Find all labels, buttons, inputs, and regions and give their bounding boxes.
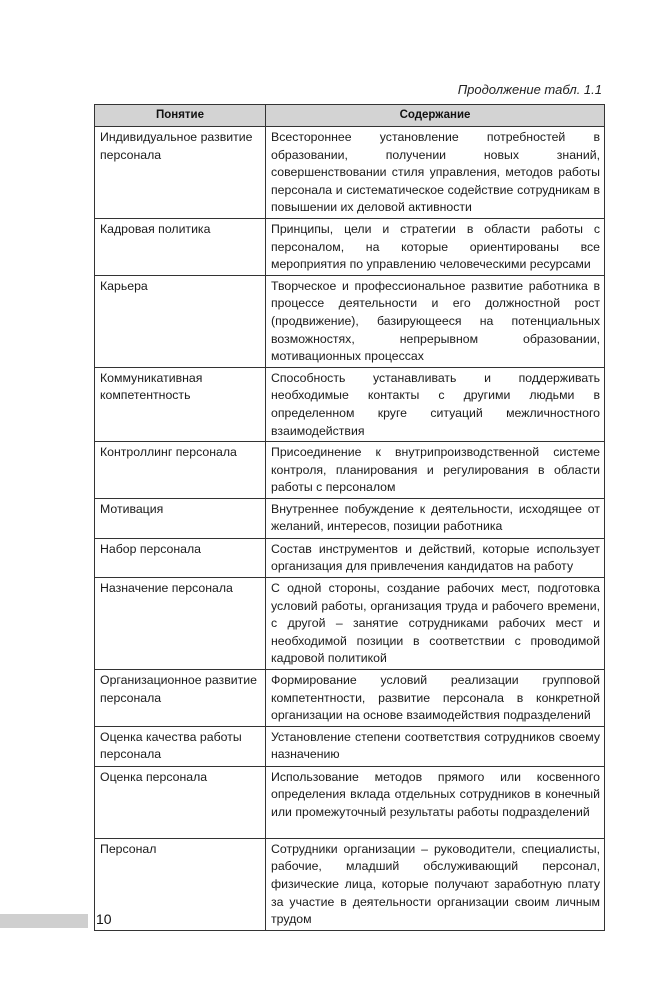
page-number: 10 bbox=[96, 911, 112, 927]
content-cell: Способность устанавливать и поддерживать необходимые контакты с другими людьми в определенном круге ситуаций межличностного взаимодействия bbox=[266, 367, 605, 441]
table-row bbox=[95, 218, 605, 275]
term-cell: Индивидуальное развитие персонала bbox=[95, 127, 266, 219]
table-row bbox=[95, 538, 605, 577]
table-row bbox=[95, 670, 605, 727]
term-cell: Оценка качества работы персонала bbox=[95, 726, 266, 766]
term-cell: Оценка персонала bbox=[95, 766, 266, 838]
content-cell: Творческое и профессиональное развитие работника в процессе деятельности и его должностной рост (продвижение), базирующееся на потенциальных возможностях, непрерывном образовании, мотивационных процессах bbox=[266, 275, 605, 367]
content-cell: Присоединение к внутрипроизводственной системе контроля, планирования и регулирования в области работы с персоналом bbox=[266, 442, 605, 499]
term-cell: Коммуникативная компетентность bbox=[95, 367, 266, 441]
content-cell: Установление степени соответствия сотрудников своему назначению bbox=[266, 726, 605, 766]
content-cell: С одной стороны, создание рабочих мест, подготовка условий работы, организация труда и рабочего времени, с другой – занятие сотрудниками рабочих мест и необходимой позиции в соответствии с проводимой кадровой политикой bbox=[266, 578, 605, 670]
definitions-table bbox=[94, 104, 605, 931]
content-cell: Сотрудники организации – руководители, специалисты, рабочие, младший обслуживающий персонал, физические лица, которые получают заработную плату за участие в деятельности организации своим личным трудом bbox=[266, 838, 605, 930]
table-row bbox=[95, 367, 605, 441]
term-cell: Мотивация bbox=[95, 498, 266, 538]
content-cell: Внутреннее побуждение к деятельности, исходящее от желаний, интересов, позиции работника bbox=[266, 498, 605, 538]
table-row bbox=[95, 578, 605, 670]
page-number-bar bbox=[0, 914, 88, 928]
term-cell: Назначение персонала bbox=[95, 578, 266, 670]
table-row bbox=[95, 127, 605, 219]
term-cell: Карьера bbox=[95, 275, 266, 367]
content-cell: Состав инструментов и действий, которые использует организация для привлечения кандидатов на работу bbox=[266, 538, 605, 577]
content-cell: Всестороннее установление потребностей в образовании, получении новых знаний, совершенствовании стиля управления, методов работы персонала и систематическое содействие сотрудникам в повышении их деловой активности bbox=[266, 127, 605, 219]
term-cell: Кадровая политика bbox=[95, 218, 266, 275]
term-cell: Контроллинг персонала bbox=[95, 442, 266, 499]
table-row bbox=[95, 766, 605, 838]
table-row bbox=[95, 726, 605, 766]
table-row bbox=[95, 442, 605, 499]
term-cell: Персонал bbox=[95, 838, 266, 930]
table-header-row bbox=[95, 105, 605, 127]
table-row bbox=[95, 275, 605, 367]
header-content: Содержание bbox=[266, 105, 605, 127]
term-cell: Набор персонала bbox=[95, 538, 266, 577]
header-term: Понятие bbox=[95, 105, 266, 127]
term-cell: Организационное развитие персонала bbox=[95, 670, 266, 727]
table-caption: Продолжение табл. 1.1 bbox=[457, 82, 602, 97]
content-cell: Формирование условий реализации групповой компетентности, развитие персонала в конкретной организации на основе взаимодействия подразделений bbox=[266, 670, 605, 727]
table-row bbox=[95, 498, 605, 538]
content-cell: Принципы, цели и стратегии в области работы с персоналом, на которые ориентированы все мероприятия по управлению человеческими ресурсами bbox=[266, 218, 605, 275]
content-cell: Использование методов прямого или косвенного определения вклада отдельных сотрудников в конечный или промежуточный результаты работы подразделений bbox=[266, 766, 605, 838]
table-row bbox=[95, 838, 605, 930]
